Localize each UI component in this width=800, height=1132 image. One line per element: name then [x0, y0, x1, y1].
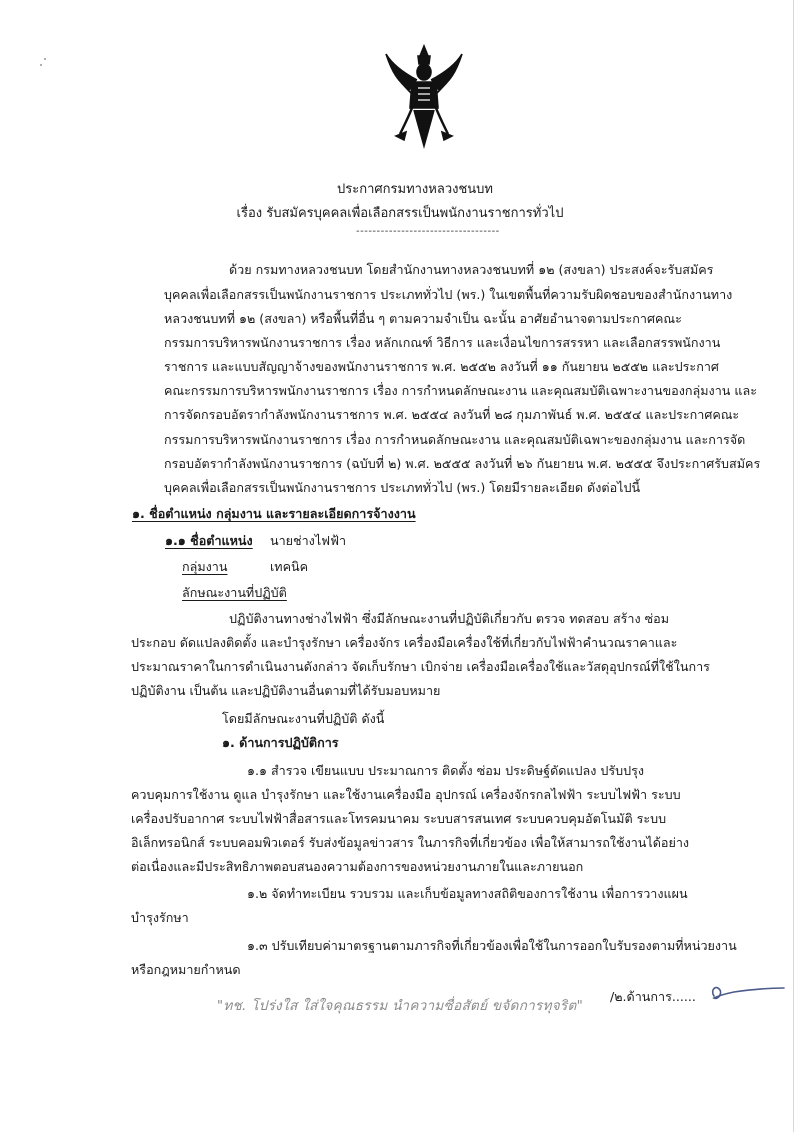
scan-speck — [40, 64, 42, 66]
item-1-1-line: ต่อเนื่องและมีประสิทธิภาพตอบสนองความต้องการของหน่วยงานภายในและภายนอก — [131, 859, 584, 874]
duty-line: ปฏิบัติงาน เป็นต้น และปฏิบัติงานอื่นตามที่ได้รับมอบหมาย — [131, 683, 441, 698]
group-value: เทคนิค — [270, 559, 309, 574]
item-1-3-line: หรือกฎหมายกำหนด — [131, 962, 241, 977]
item-1-1-line: เครื่องปรับอากาศ ระบบไฟฟ้าสื่อสารและโทรคมนาคม ระบบสารสนเทศ ระบบควบคุมอัตโนมัติ ระบบ — [131, 811, 667, 826]
item-1-3-line: ๑.๓ ปรับเทียบค่ามาตรฐานตามภารกิจที่เกี่ยวข้องเพื่อใช้ในการออกใบรับรองตามที่หน่วยงาน — [247, 938, 737, 953]
intro-line: กรอบอัตรากำลังพนักงานราชการ (ฉบับที่ ๒) พ.ศ. ๒๕๕๕ ลงวันที่ ๒๖ กันยายน พ.ศ. ๒๕๕๕ จึงประกาศรับสมัคร — [164, 456, 761, 471]
intro-line: ด้วย กรมทางหลวงชนบท โดยสำนักงานทางหลวงชนบทที่ ๑๒ (สงขลา) ประสงค์จะรับสมัคร — [229, 262, 714, 277]
intro-line: บุคคลเพื่อเลือกสรรเป็นพนักงานราชการ ประเภททั่วไป (พร.) โดยมีรายละเอียด ดังต่อไปนี้ — [164, 480, 641, 495]
group-label: กลุ่มงาน — [182, 559, 228, 574]
item-1-1-line: อิเล็กทรอนิกส์ ระบบคอมพิวเตอร์ รับส่งข้อมูลข่าวสาร ในภารกิจที่เกี่ยวข้อง เพื่อให้สามารถใช้งานได้อย่าง — [131, 835, 690, 850]
section-heading: ๑. ชื่อตำแหน่ง กลุ่มงาน และรายละเอียดการจ้างงาน — [132, 506, 416, 521]
intro-line: ราชการ และแบบสัญญาจ้างของพนักงานราชการ พ.ศ. ๒๕๕๒ ลงวันที่ ๑๑ กันยายน ๒๕๕๒ และประกาศ — [164, 359, 719, 374]
announcement-title: ประกาศกรมทางหลวงชนบท — [337, 182, 493, 197]
item-1-2-line: บำรุงรักษา — [131, 910, 189, 925]
scan-edge-line — [793, 0, 794, 1132]
intro-line: กรรมการบริหารพนักงานราชการ เรื่อง การกำหนดลักษณะงาน และคุณสมบัติเฉพาะของกลุ่มงาน และการจัด — [164, 432, 746, 447]
position-value: นายช่างไฟฟ้า — [270, 533, 347, 548]
footer-slogan: "ทช. โปร่งใส ใส่ใจคุณธรรม นำความซื่อสัตย์ ขจัดการทุจริต" — [216, 998, 584, 1014]
garuda-emblem-icon — [382, 42, 466, 152]
duty-intro: โดยมีลักษณะงานที่ปฏิบัติ ดังนี้ — [222, 711, 385, 726]
duty-line: ประกอบ ดัดแปลงติดตั้ง และบำรุงรักษา เครื่องจักร เครื่องมือเครื่องใช้ที่เกี่ยวกับไฟฟ้าคำนวณราคาและ — [131, 635, 678, 650]
intro-line: การจัดกรอบอัตรากำลังพนักงานราชการ พ.ศ. ๒๕๕๔ ลงวันที่ ๒๘ กุมภาพันธ์ พ.ศ. ๒๕๕๔ และประกาศคณะ — [164, 407, 740, 422]
intro-line: หลวงชนบทที่ ๑๒ (สงขลา) หรือพื้นที่อื่น ๆ ตามความจำเป็น ฉะนั้น อาศัยอำนาจตามประกาศคณะ — [164, 311, 682, 326]
duty-line: ปฏิบัติงานทางช่างไฟฟ้า ซึ่งมีลักษณะงานที่ปฏิบัติเกี่ยวกับ ตรวจ ทดสอบ สร้าง ซ่อม — [229, 611, 670, 626]
item-1-1-line: ๑.๑ สำรวจ เขียนแบบ ประมาณการ ติดตั้ง ซ่อม ประดิษฐ์ดัดแปลง ปรับปรุง — [247, 763, 645, 778]
continuation-marker: /๒.ด้านการ...... — [610, 989, 696, 1004]
duty-line: ประมาณราคาในการดำเนินงานดังกล่าว จัดเก็บรักษา เบิกจ่าย เครื่องมือเครื่องใช้และวัสดุอุปกรณ์ที่ใช้ในการ — [131, 659, 710, 674]
position-label: ๑.๑ ชื่อตำแหน่ง — [165, 533, 253, 548]
operations-heading: ๑. ด้านการปฏิบัติการ — [222, 735, 339, 750]
title-separator: ----------------------------------- — [356, 226, 500, 237]
intro-line: กรรมการบริหารพนักงานราชการ เรื่อง หลักเกณฑ์ วิธีการ และเงื่อนไขการสรรหา และเลือกสรรพนักงาน — [164, 335, 721, 350]
item-1-2-line: ๑.๒ จัดทำทะเบียน รวบรวม และเก็บข้อมูลทางสถิติของการใช้งาน เพื่อการวางแผน — [247, 886, 688, 901]
intro-line: คณะกรรมการบริหารพนักงานราชการ เรื่อง การกำหนดลักษณะงาน และคุณสมบัติเฉพาะงานของกลุ่มงาน และ — [164, 383, 757, 398]
duty-heading: ลักษณะงานที่ปฏิบัติ — [182, 585, 287, 600]
announcement-subject: เรื่อง รับสมัครบุคคลเพื่อเลือกสรรเป็นพนักงานราชการทั่วไป — [236, 206, 564, 221]
scan-speck — [44, 58, 46, 60]
signature-icon — [708, 978, 788, 1008]
item-1-1-line: ควบคุมการใช้งาน ดูแล บำรุงรักษา และใช้งานเครื่องมือ อุปกรณ์ เครื่องจักรกลไฟฟ้า ระบบไฟฟ้า ระบบ — [131, 787, 681, 802]
intro-line: บุคคลเพื่อเลือกสรรเป็นพนักงานราชการ ประเภททั่วไป (พร.) ในเขตพื้นที่ความรับผิดชอบของสำนักงานทาง — [164, 287, 733, 302]
